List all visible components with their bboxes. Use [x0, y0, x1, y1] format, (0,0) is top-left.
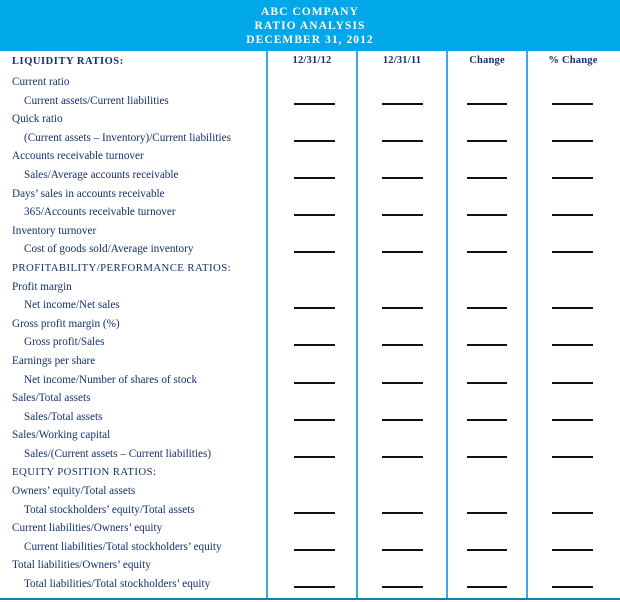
table-row [0, 73, 620, 92]
blank-entry-field-col2[interactable] [382, 251, 423, 253]
table-row [0, 92, 620, 111]
table-row [0, 408, 620, 427]
table-row [0, 185, 620, 204]
blank-entry-field-col2[interactable] [382, 456, 423, 458]
blank-entry-field-col4[interactable] [552, 214, 593, 216]
ratio-rows [0, 73, 620, 594]
blank-entry-field-col1[interactable] [294, 549, 335, 551]
blank-entry-field-col3[interactable] [467, 382, 507, 384]
section-header-label: PROFITABILITY/PERFORMANCE RATIOS: [12, 261, 231, 274]
table-row [0, 482, 620, 501]
blank-entry-field-col4[interactable] [552, 419, 593, 421]
row-label: Sales/Total assets [24, 410, 103, 423]
row-label: Quick ratio [12, 113, 63, 126]
row-label: Total stockholders’ equity/Total assets [24, 503, 195, 516]
row-label: Total liabilities/Owners’ equity [12, 559, 151, 572]
company-name: ABC COMPANY [261, 6, 359, 18]
blank-entry-field-col2[interactable] [382, 512, 423, 514]
row-label: Sales/(Current assets – Current liabilities) [24, 447, 212, 460]
blank-entry-field-col3[interactable] [467, 140, 507, 142]
table-row [0, 352, 620, 371]
blank-entry-field-col2[interactable] [382, 214, 423, 216]
blank-entry-field-col1[interactable] [294, 103, 335, 105]
blank-entry-field-col3[interactable] [467, 549, 507, 551]
report-date: DECEMBER 31, 2012 [246, 34, 374, 46]
row-label: Gross profit margin (%) [12, 317, 120, 330]
blank-entry-field-col3[interactable] [467, 512, 507, 514]
column-header-date-current: 12/31/12 [292, 55, 332, 66]
blank-entry-field-col3[interactable] [467, 419, 507, 421]
row-label: Profit margin [12, 280, 72, 293]
table-row [0, 110, 620, 129]
blank-entry-field-col2[interactable] [382, 140, 423, 142]
blank-entry-field-col1[interactable] [294, 344, 335, 346]
row-label: Current assets/Current liabilities [24, 94, 169, 107]
row-label: Current liabilities/Owners’ equity [12, 522, 163, 535]
blank-entry-field-col1[interactable] [294, 177, 335, 179]
blank-entry-field-col1[interactable] [294, 586, 335, 588]
blank-entry-field-col2[interactable] [382, 382, 423, 384]
table-row [0, 129, 620, 148]
blank-entry-field-col2[interactable] [382, 103, 423, 105]
blank-entry-field-col2[interactable] [382, 549, 423, 551]
row-label: Accounts receivable turnover [12, 150, 144, 163]
blank-entry-field-col4[interactable] [552, 251, 593, 253]
table-row [0, 222, 620, 241]
table-row [0, 538, 620, 557]
row-label: Inventory turnover [12, 224, 97, 237]
table-row [0, 371, 620, 390]
row-label: Gross profit/Sales [24, 336, 105, 349]
row-label: Days’ sales in accounts receivable [12, 187, 165, 200]
blank-entry-field-col2[interactable] [382, 344, 423, 346]
section-header-label: EQUITY POSITION RATIOS: [12, 466, 157, 479]
blank-entry-field-col4[interactable] [552, 382, 593, 384]
table-bottom-rule [0, 598, 620, 600]
blank-entry-field-col3[interactable] [467, 586, 507, 588]
table-row [0, 556, 620, 575]
blank-entry-field-col3[interactable] [467, 103, 507, 105]
blank-entry-field-col2[interactable] [382, 419, 423, 421]
row-label: Earnings per share [12, 354, 96, 367]
column-header-percent-change: % Change [548, 55, 598, 66]
table-row [0, 519, 620, 538]
section-header-row [0, 259, 620, 278]
row-label: Sales/Average accounts receivable [24, 168, 179, 181]
blank-entry-field-col4[interactable] [552, 586, 593, 588]
blank-entry-field-col1[interactable] [294, 456, 335, 458]
row-label: Sales/Total assets [12, 392, 91, 405]
blank-entry-field-col3[interactable] [467, 344, 507, 346]
blank-entry-field-col2[interactable] [382, 177, 423, 179]
row-label: (Current assets – Inventory)/Current liabilities [24, 131, 231, 144]
blank-entry-field-col3[interactable] [467, 456, 507, 458]
row-label: Net income/Net sales [24, 299, 120, 312]
report-name: RATIO ANALYSIS [254, 20, 366, 32]
row-label: Net income/Number of shares of stock [24, 373, 198, 386]
blank-entry-field-col3[interactable] [467, 307, 507, 309]
row-label: 365/Accounts receivable turnover [24, 206, 176, 219]
column-header-date-prior: 12/31/11 [382, 55, 422, 66]
row-label: Current liabilities/Total stockholders’ equity [24, 540, 222, 553]
blank-entry-field-col2[interactable] [382, 586, 423, 588]
document-title-band [0, 0, 620, 51]
blank-entry-field-col1[interactable] [294, 214, 335, 216]
blank-entry-field-col4[interactable] [552, 307, 593, 309]
table-row [0, 296, 620, 315]
table-row [0, 333, 620, 352]
table-row [0, 203, 620, 222]
table-row [0, 240, 620, 259]
blank-entry-field-col4[interactable] [552, 177, 593, 179]
blank-entry-field-col1[interactable] [294, 251, 335, 253]
table-row [0, 445, 620, 464]
table-row [0, 501, 620, 520]
blank-entry-field-col4[interactable] [552, 512, 593, 514]
table-row [0, 575, 620, 594]
blank-entry-field-col3[interactable] [467, 251, 507, 253]
table-row [0, 278, 620, 297]
row-label: Sales/Working capital [12, 429, 111, 442]
blank-entry-field-col4[interactable] [552, 549, 593, 551]
row-label: Owners’ equity/Total assets [12, 485, 136, 498]
section-header-row [0, 463, 620, 482]
blank-entry-field-col1[interactable] [294, 512, 335, 514]
column-header-liquidity-ratios: LIQUIDITY RATIOS: [12, 56, 124, 67]
row-label: Cost of goods sold/Average inventory [24, 243, 194, 256]
table-row [0, 315, 620, 334]
table-row [0, 426, 620, 445]
blank-entry-field-col4[interactable] [552, 344, 593, 346]
table-row [0, 147, 620, 166]
blank-entry-field-col3[interactable] [467, 214, 507, 216]
table-row [0, 166, 620, 185]
blank-entry-field-col1[interactable] [294, 140, 335, 142]
blank-entry-field-col4[interactable] [552, 103, 593, 105]
blank-entry-field-col1[interactable] [294, 419, 335, 421]
blank-entry-field-col1[interactable] [294, 382, 335, 384]
blank-entry-field-col4[interactable] [552, 140, 593, 142]
blank-entry-field-col1[interactable] [294, 307, 335, 309]
blank-entry-field-col3[interactable] [467, 177, 507, 179]
blank-entry-field-col2[interactable] [382, 307, 423, 309]
row-label: Current ratio [12, 76, 70, 88]
blank-entry-field-col4[interactable] [552, 456, 593, 458]
column-header-change: Change [469, 55, 505, 66]
table-row [0, 389, 620, 408]
row-label: Total liabilities/Total stockholders’ equity [24, 578, 211, 591]
